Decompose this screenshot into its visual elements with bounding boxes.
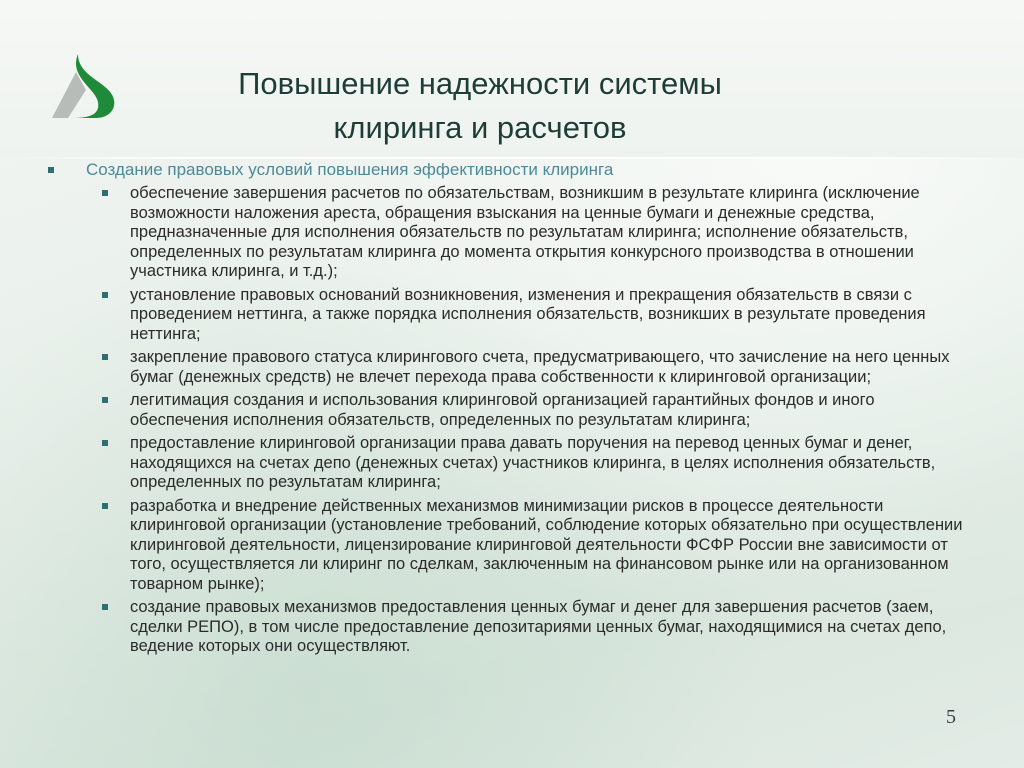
main-bullet-text: Создание правовых условий повышения эффективности клиринга: [86, 160, 614, 179]
sub-bullet-item: [44, 348, 964, 387]
slide-title: [180, 62, 780, 150]
main-bullet-point: [44, 160, 964, 180]
square-bullet-icon: [102, 604, 108, 610]
sub-bullet-item: [44, 434, 964, 493]
sub-bullet-list: [44, 184, 964, 657]
sub-bullet-item: [44, 391, 964, 430]
sub-bullet-text: закрепление правового статуса клирингового счета, предусматривающего, что зачисление на него ценных бумаг (денежных средств) не влечет перехода права собственности к клиринговой организации;: [130, 348, 950, 386]
square-bullet-icon: [102, 397, 108, 403]
page-number: 5: [946, 706, 956, 728]
title-line-2: клиринга и расчетов: [333, 110, 627, 145]
sub-bullet-text: создание правовых механизмов предоставления ценных бумаг и денег для завершения расчетов (заем, сделки РЕПО), в том числе предоставление депозитариями ценных бумаг, находящимися на счетах депо, ведение которых они осуществляют.: [130, 598, 947, 655]
sub-bullet-item: [44, 184, 964, 282]
sub-bullet-item: [44, 497, 964, 595]
square-bullet-icon: [102, 503, 108, 509]
sub-bullet-item: [44, 598, 964, 657]
sub-bullet-text: легитимация создания и использования клиринговой организацией гарантийных фондов и иного обеспечения исполнения обязательств, определенных по результатам клиринга;: [130, 391, 875, 429]
square-bullet-icon: [48, 167, 54, 173]
square-bullet-icon: [102, 440, 108, 446]
slide-content: [44, 160, 964, 661]
sub-bullet-text: предоставление клиринговой организации права давать поручения на перевод ценных бумаг и денег, находящихся на счетах депо (денежных счетах) участников клиринга, в целях исполнения обязательств, определенных по результатам клиринга;: [130, 434, 936, 491]
square-bullet-icon: [102, 190, 108, 196]
sub-bullet-text: установление правовых оснований возникновения, изменения и прекращения обязательств в связи с проведением неттинга, а также порядка исполнения обязательств, возникших в результате проведения неттинга;: [130, 285, 926, 343]
square-bullet-icon: [102, 354, 108, 360]
header-divider: [0, 157, 1024, 159]
sub-bullet-text: обеспечение завершения расчетов по обязательствам, возникшим в результате клиринга (исключение возможности наложения ареста, обращения взыскания на ценные бумаги и денежные средства, предназначенные для исполнения обязательств по результатам клиринга; исполнение обязательств, определенных по результатам клиринга до момента открытия конкурсного производства в отношении участника клиринга, и т.д.);: [130, 184, 920, 280]
title-line-1: Повышение надежности системы: [238, 66, 722, 101]
logo-grey-wedge: [52, 72, 86, 118]
sub-bullet-text: разработка и внедрение действенных механизмов минимизации рисков в процессе деятельности клиринговой организации (установление требований, соблюдение которых обязательно при осуществлении клиринговой деятельности, лицензирование клиринговой деятельности ФСФР России вне зависимости от того, осуществляется ли клиринг по сделкам, заключенным на финансовом рынке или на организованном товарном рынке);: [130, 496, 963, 593]
sub-bullet-item: [44, 286, 964, 345]
square-bullet-icon: [102, 292, 108, 298]
company-logo-icon: [46, 48, 118, 120]
